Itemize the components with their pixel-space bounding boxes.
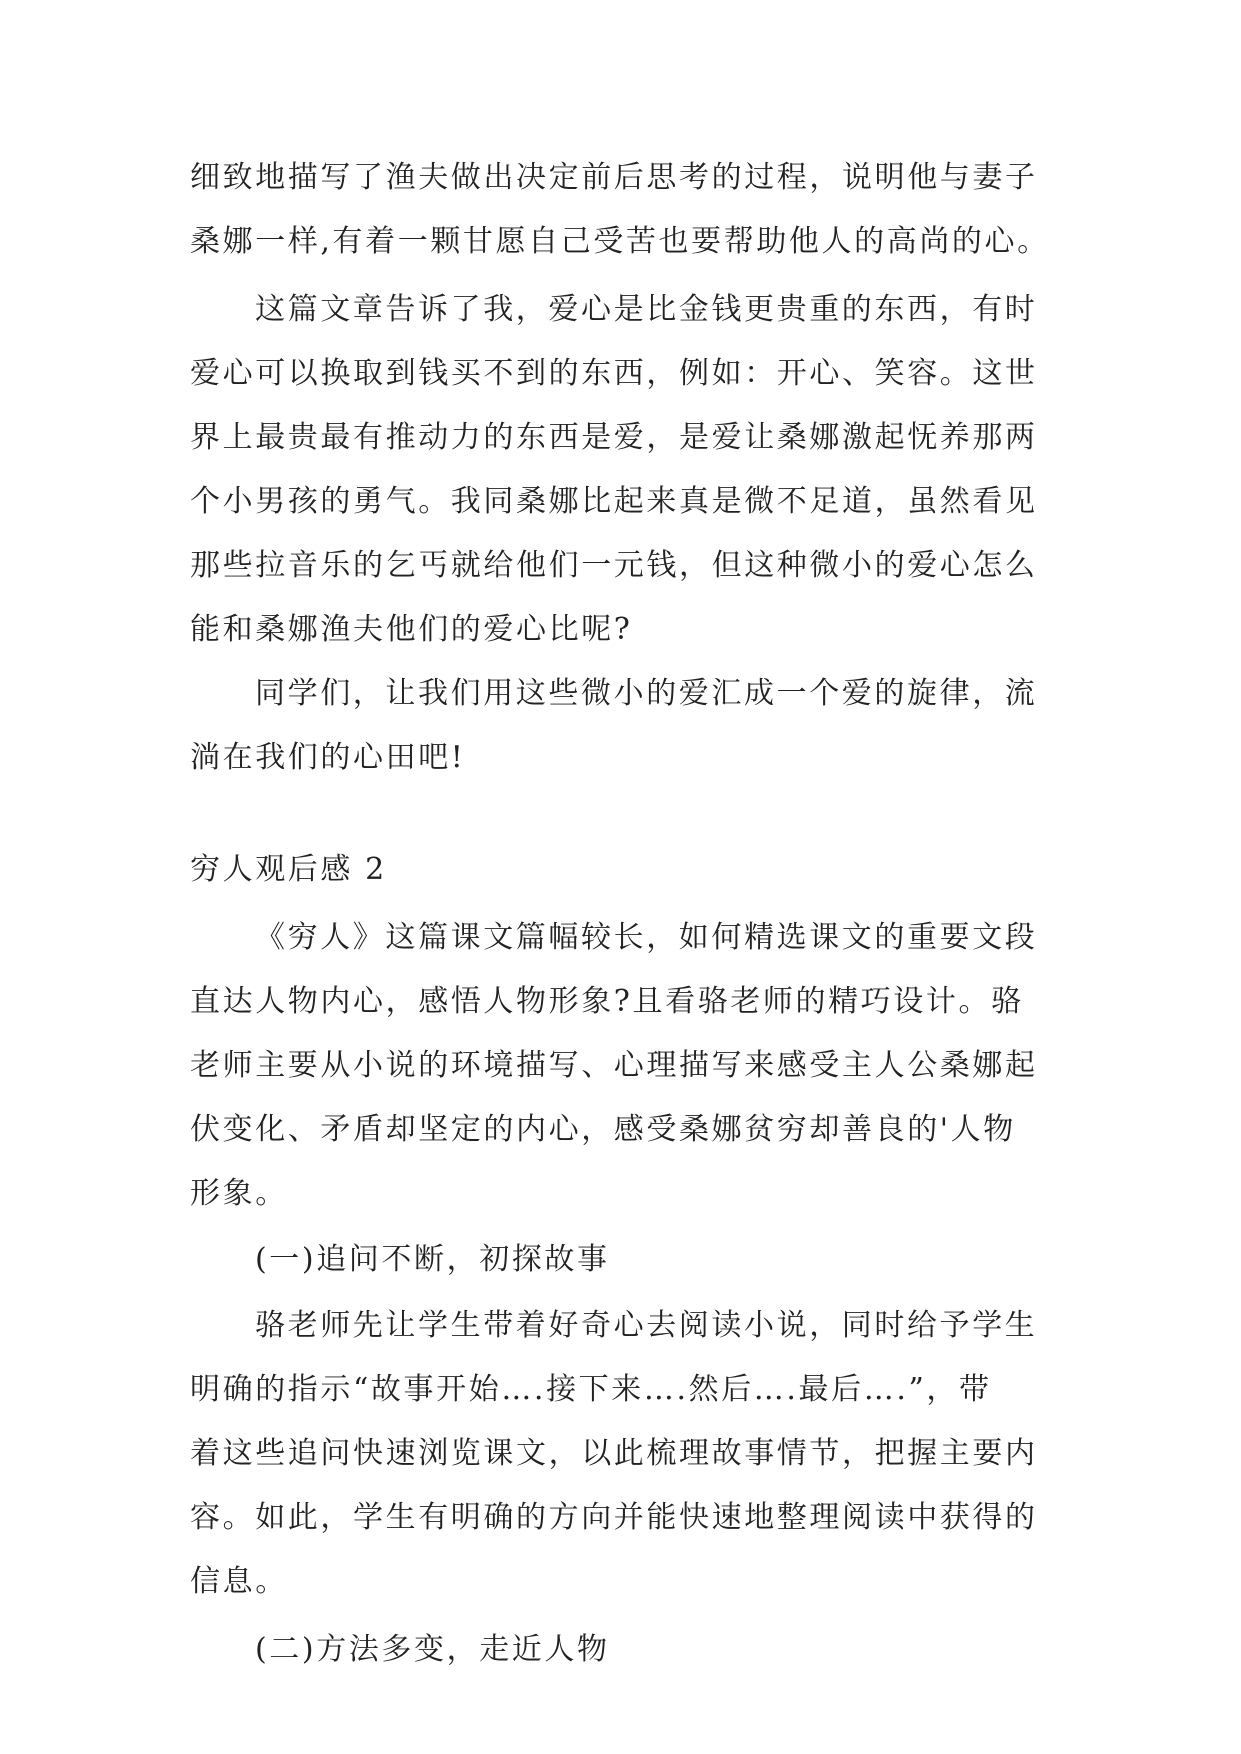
text-line: 老师主要从小说的环境描写、心理描写来感受主人公桑娜起 — [190, 1048, 1038, 1083]
text-line: 容。如此，学生有明确的方向并能快速地整理阅读中获得的 — [190, 1500, 1038, 1535]
text-line: 着这些追问快速浏览课文，以此梳理故事情节，把握主要内 — [190, 1436, 1038, 1471]
subheading: (一)追问不断，初探故事 — [255, 1242, 610, 1277]
text-line: 能和桑娜渔夫他们的爱心比呢? — [190, 612, 633, 647]
text-line: 那些拉音乐的乞丐就给他们一元钱，但这种微小的爱心怎么 — [190, 548, 1038, 583]
text-line: 同学们，让我们用这些微小的爱汇成一个爱的旋律，流 — [255, 676, 1038, 711]
text-line: 明确的指示“故事开始….接下来….然后….最后….”，带 — [190, 1372, 992, 1407]
text-line: 信息。 — [190, 1564, 288, 1599]
section-heading: 穷人观后感 2 — [190, 852, 387, 887]
text-line: 爱心可以换取到钱买不到的东西，例如：开心、笑容。这世 — [190, 356, 1038, 391]
text-line: 界上最贵最有推动力的东西是爱，是爱让桑娜激起怃养那两 — [190, 420, 1038, 455]
text-line: 骆老师先让学生带着好奇心去阅读小说，同时给予学生 — [255, 1308, 1038, 1343]
text-line: 这篇文章告诉了我，爱心是比金钱更贵重的东西，有时 — [255, 292, 1038, 327]
text-line: 个小男孩的勇气。我同桑娜比起来真是微不足道，虽然看见 — [190, 484, 1038, 519]
text-line: 直达人物内心，感悟人物形象?且看骆老师的精巧设计。骆 — [190, 984, 1024, 1019]
text-line: 细致地描写了渔夫做出决定前后思考的过程，说明他与妻子 — [190, 160, 1038, 195]
text-line: 形象。 — [190, 1176, 288, 1211]
text-line: 伏变化、矛盾却坚定的内心，感受桑娜贫穷却善良的'人物 — [190, 1112, 1016, 1147]
text-line: 《穷人》这篇课文篇幅较长，如何精选课文的重要文段 — [255, 920, 1038, 955]
text-line: 淌在我们的心田吧! — [190, 740, 466, 775]
subheading: (二)方法多变，走近人物 — [255, 1632, 610, 1667]
text-line: 桑娜一样,有着一颗甘愿自己受苦也要帮助他人的高尚的心。 — [190, 224, 1050, 259]
